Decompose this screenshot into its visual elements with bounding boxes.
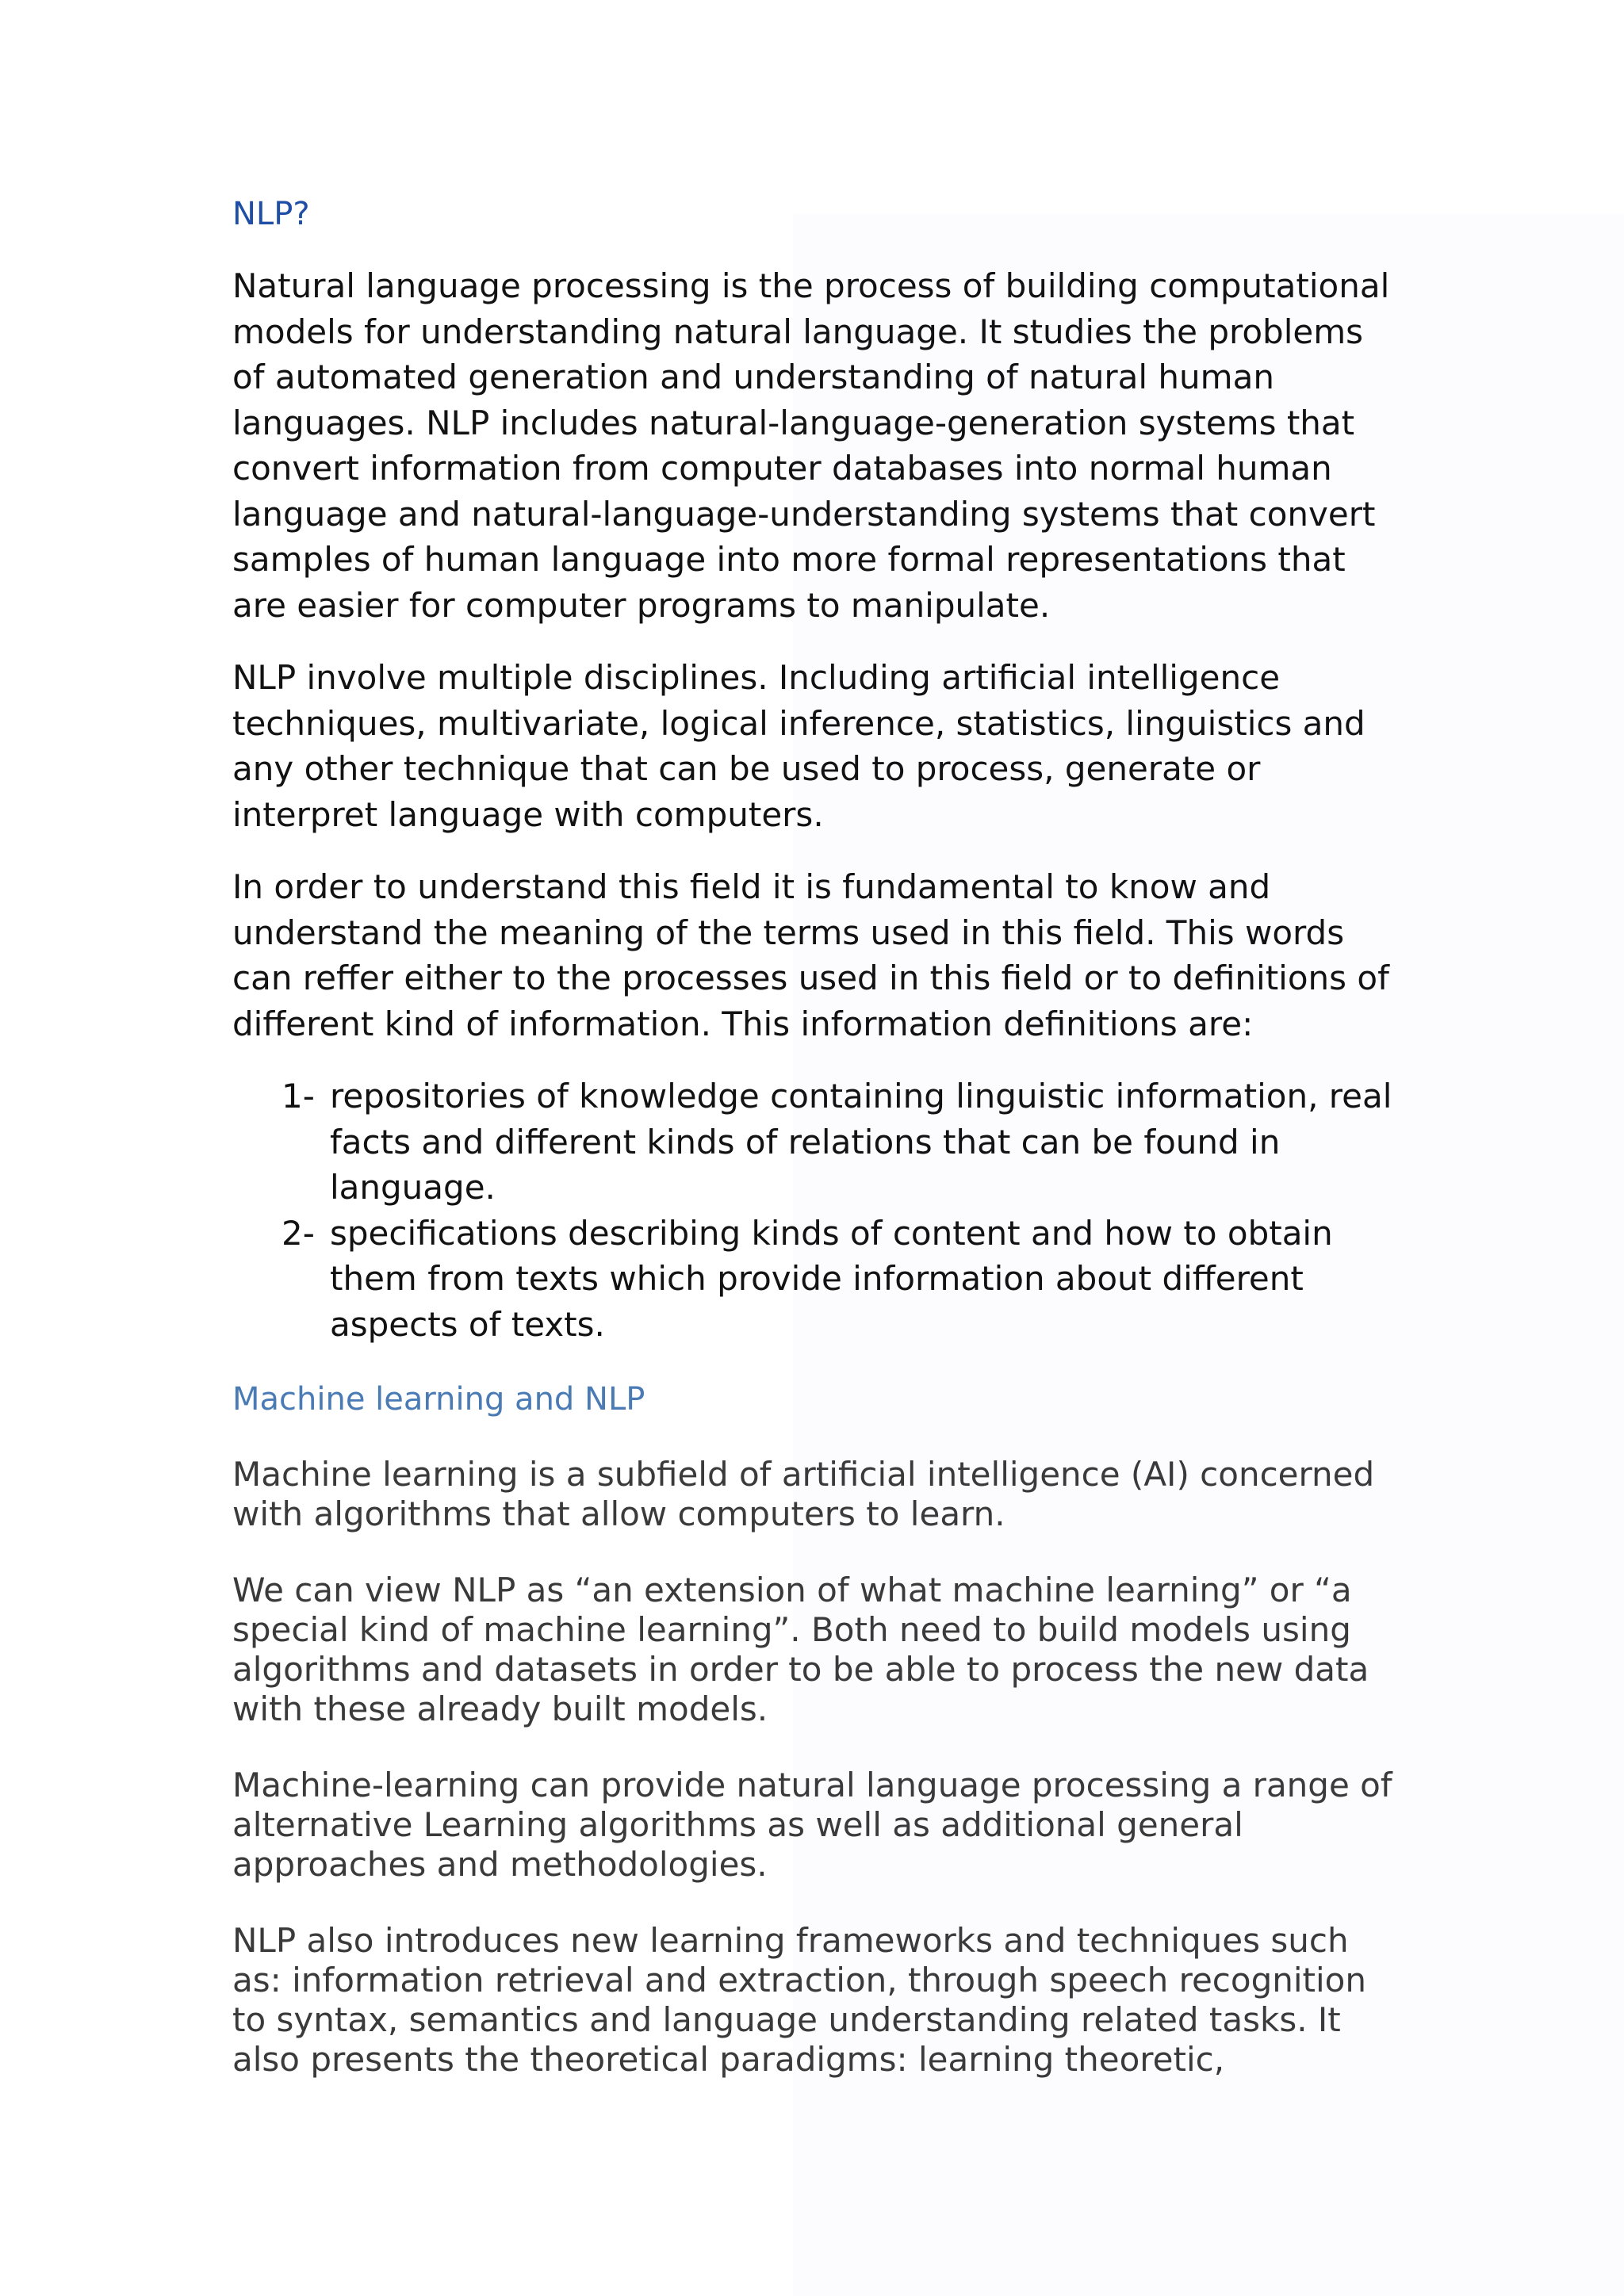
list-item-number: 2- — [282, 1213, 315, 1253]
paragraph-ml-provides: Machine-learning can provide natural language processing a range of alternative Learning algorithms as well as additional general approaches and methodologies. — [232, 1766, 1392, 1884]
list-item — [232, 1073, 1398, 1211]
section-heading-nlp: NLP? — [232, 196, 310, 232]
list-item-number: 1- — [282, 1077, 315, 1115]
paragraph-nlp-as-ml: We can view NLP as “an extension of what machine learning” or “a special kind of machine learning”. Both need to build models using algorithms and datasets in order to be able to process the new data with these already built models. — [232, 1571, 1369, 1728]
list-item-text: specifications describing kinds of content and how to obtain them from texts which provide information about different aspects of texts. — [330, 1213, 1333, 1344]
paragraph-nlp-terms: In order to understand this field it is fundamental to know and understand the meaning of the terms used in this field. This words can reffer either to the processes used in this field or to definitions of different kind of information. This information definitions are: — [232, 867, 1389, 1043]
paragraph-nlp-definition: Natural language processing is the process of building computational models for understanding natural language. It studies the problems of automated generation and understanding of natural human languages. NLP includes natural-language-generation systems that convert information from computer databases into normal human language and natural-language-understanding systems that convert samples of human language into more formal representations that are easier for computer programs to manipulate. — [232, 266, 1390, 625]
list-item — [232, 1211, 1398, 1348]
document-content — [232, 190, 1398, 2116]
section-heading-machine-learning: Machine learning and NLP — [232, 1381, 645, 1418]
list-item-text: repositories of knowledge containing linguistic information, real facts and different kinds of relations that can be found in language. — [330, 1077, 1392, 1207]
paragraph-nlp-introduces: NLP also introduces new learning frameworks and techniques such as: information retrieval and extraction, through speech recognition to syntax, semantics and language understanding related tasks. It also presents the theoretical paradigms: learning theoretic, — [232, 1921, 1366, 2079]
paragraph-nlp-disciplines: NLP involve multiple disciplines. Including artificial intelligence techniques, multivariate, logical inference, statistics, linguistics and any other technique that can be used to process, generate or interpret language with computers. — [232, 658, 1365, 834]
paragraph-ml-definition: Machine learning is a subfield of artificial intelligence (AI) concerned with algorithms that allow computers to learn. — [232, 1455, 1375, 1533]
definitions-list — [232, 1073, 1398, 1347]
